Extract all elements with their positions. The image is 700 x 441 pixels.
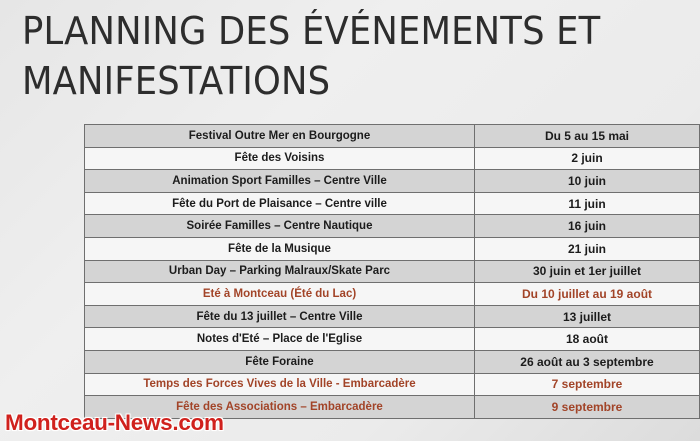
- event-name-cell: Eté à Montceau (Été du Lac): [85, 283, 475, 306]
- event-date-cell: 11 juin: [475, 192, 700, 215]
- event-row: [85, 260, 700, 283]
- event-row: [85, 170, 700, 193]
- event-row: [85, 373, 700, 396]
- event-date-cell: Du 5 au 15 mai: [475, 125, 700, 148]
- event-name-cell: Fête Foraine: [85, 350, 475, 373]
- event-date-cell: 26 août au 3 septembre: [475, 350, 700, 373]
- event-date-cell: 30 juin et 1er juillet: [475, 260, 700, 283]
- event-date-cell: 21 juin: [475, 237, 700, 260]
- event-date-cell: 2 juin: [475, 147, 700, 170]
- event-row: [85, 328, 700, 351]
- event-name-cell: Animation Sport Familles – Centre Ville: [85, 170, 475, 193]
- event-name-cell: Fête des Voisins: [85, 147, 475, 170]
- event-row: [85, 125, 700, 148]
- event-date-cell: 10 juin: [475, 170, 700, 193]
- event-date-cell: 9 septembre: [475, 396, 700, 419]
- site-watermark: Montceau-News.com: [5, 410, 224, 435]
- slide-title-line-2: MANIFESTATIONS: [22, 59, 331, 103]
- event-name-cell: Soirée Familles – Centre Nautique: [85, 215, 475, 238]
- slide-title-line-1: PLANNING DES ÉVÉNEMENTS ET: [22, 9, 601, 53]
- event-row: [85, 192, 700, 215]
- event-date-cell: 18 août: [475, 328, 700, 351]
- event-name-cell: Fête des Associations – Embarcadère: [85, 396, 475, 419]
- event-date-cell: Du 10 juillet au 19 août: [475, 283, 700, 306]
- event-name-cell: Urban Day – Parking Malraux/Skate Parc: [85, 260, 475, 283]
- event-row: [85, 215, 700, 238]
- slide-title: [22, 6, 645, 106]
- event-name-cell: Festival Outre Mer en Bourgogne: [85, 125, 475, 148]
- event-name-cell: Fête du 13 juillet – Centre Ville: [85, 305, 475, 328]
- event-row: [85, 305, 700, 328]
- event-row: [85, 147, 700, 170]
- event-name-cell: Fête du Port de Plaisance – Centre ville: [85, 192, 475, 215]
- event-name-cell: Notes d'Eté – Place de l'Eglise: [85, 328, 475, 351]
- events-table: [84, 124, 700, 419]
- event-name-cell: Temps des Forces Vives de la Ville - Embarcadère: [85, 373, 475, 396]
- event-row: [85, 237, 700, 260]
- events-table-body: [85, 125, 700, 419]
- event-row: [85, 283, 700, 306]
- event-row: [85, 350, 700, 373]
- event-date-cell: 7 septembre: [475, 373, 700, 396]
- event-name-cell: Fête de la Musique: [85, 237, 475, 260]
- event-date-cell: 13 juillet: [475, 305, 700, 328]
- event-date-cell: 16 juin: [475, 215, 700, 238]
